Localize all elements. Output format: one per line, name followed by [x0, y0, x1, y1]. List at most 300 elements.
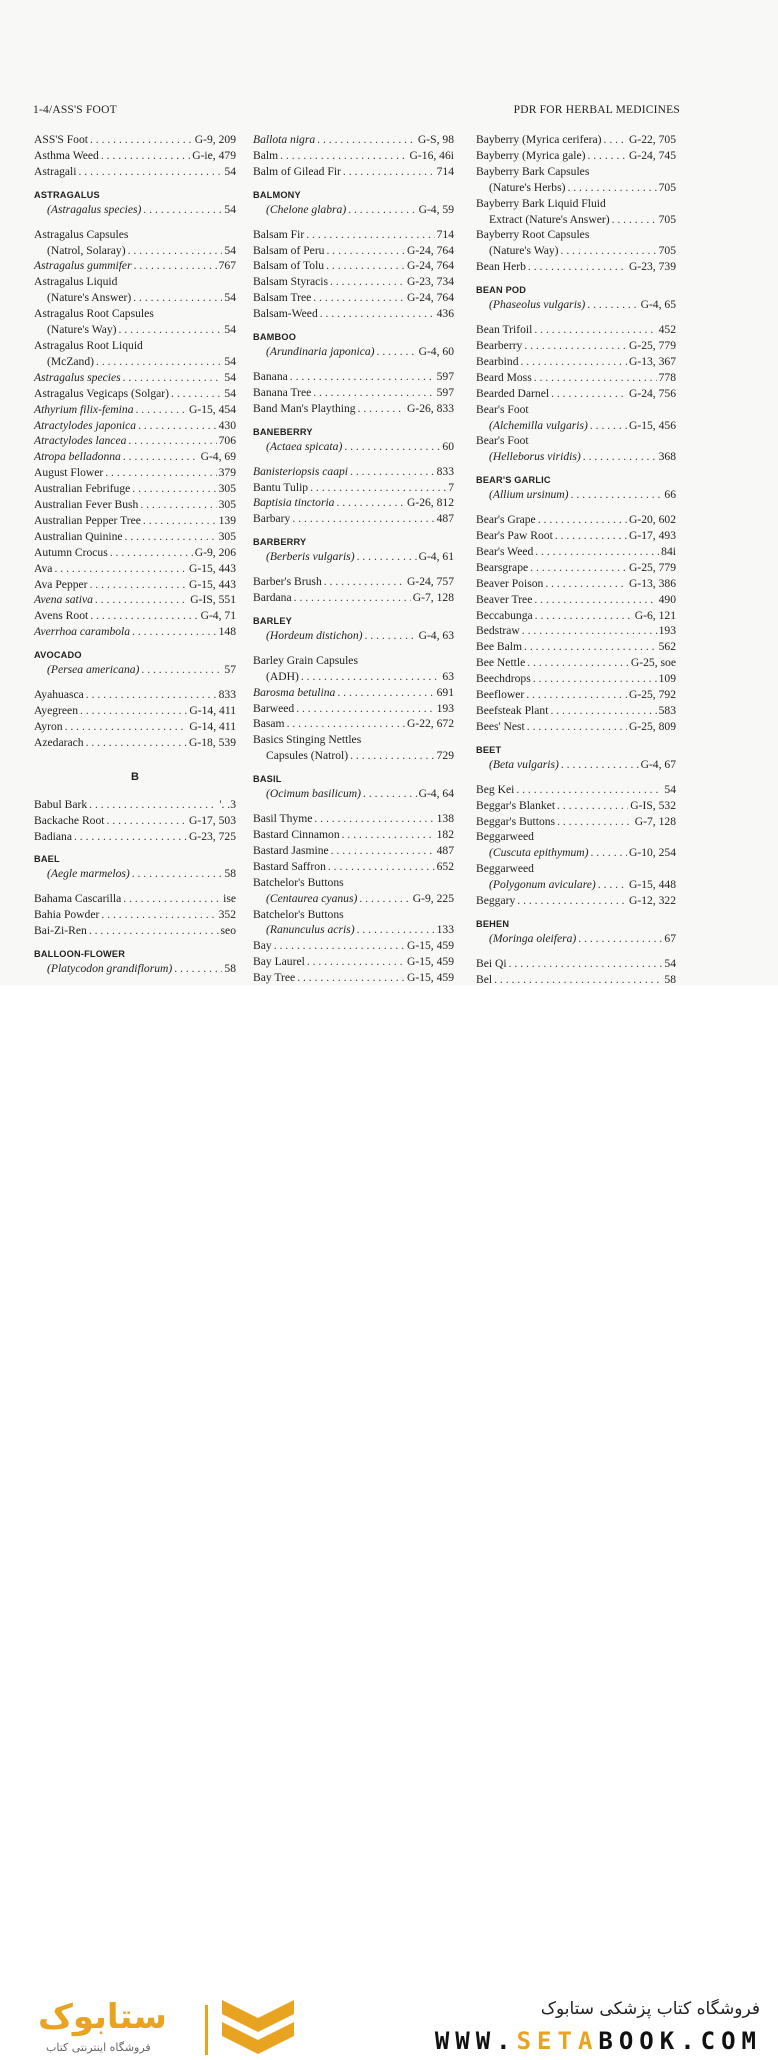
entry-name: Band Man's Plaything: [253, 401, 356, 415]
dot-leader: [132, 481, 216, 497]
entry-page-ref: G-15, 459: [406, 971, 454, 985]
entry-page-ref: 833: [218, 688, 236, 702]
index-entry: [476, 370, 676, 386]
entry-name: Astragalus gummifer: [34, 259, 132, 273]
entry-name: Balm: [253, 148, 279, 162]
dot-leader: [561, 757, 639, 773]
index-entry: [476, 798, 676, 814]
entry-page-ref: G-22, 672: [406, 717, 454, 731]
entry-page-ref: 691: [436, 685, 454, 699]
index-entry: [476, 623, 676, 639]
index-entry: [34, 497, 236, 513]
index-entry: [34, 577, 236, 593]
dot-leader: [524, 338, 627, 354]
index-entry: [476, 354, 676, 370]
index-entry: [253, 306, 454, 322]
index-entry: [476, 687, 676, 703]
book-page: [0, 0, 778, 985]
section-heading: BEAR'S GARLIC: [476, 475, 551, 486]
entry-page-ref: 182: [436, 828, 454, 841]
index-entry: [34, 290, 236, 306]
entry-name: (Moringa oleifera): [489, 931, 577, 945]
dot-leader: [535, 544, 659, 560]
dot-leader: [101, 148, 190, 164]
entry-name: Bedstraw: [476, 624, 520, 638]
entry-page-ref: 58: [224, 867, 236, 881]
entry-page-ref: G-4, 60: [418, 345, 454, 359]
entry-name: Ayron: [34, 719, 63, 733]
entry-name: Baptisia tinctoria: [253, 496, 335, 510]
section-heading: ASTRAGALUS: [34, 189, 100, 200]
entry-name: Bardana: [253, 591, 292, 605]
index-entry-line: Bear's Foot: [476, 402, 529, 416]
dot-leader: [545, 576, 627, 592]
entry-page-ref: 54: [224, 370, 236, 384]
index-entry: [253, 227, 454, 243]
dot-leader: [344, 439, 440, 455]
dot-leader: [524, 639, 657, 655]
dot-leader: [101, 907, 216, 923]
index-entry: [253, 164, 454, 180]
index-entry: [34, 418, 236, 434]
entry-name: Bearded Darnel: [476, 386, 550, 400]
dot-leader: [90, 577, 187, 593]
dot-leader: [330, 274, 405, 290]
entry-page-ref: 67: [664, 931, 676, 945]
dot-leader: [517, 893, 627, 909]
dot-leader: [301, 669, 441, 685]
entry-page-ref: G-10, 254: [628, 846, 676, 860]
entry-page-ref: 66: [664, 488, 676, 502]
entry-page-ref: 63: [442, 669, 454, 683]
dot-leader: [516, 782, 662, 798]
dot-leader: [123, 891, 221, 907]
entry-page-ref: 767: [218, 259, 236, 273]
dot-leader: [132, 866, 223, 882]
dot-leader: [555, 528, 627, 544]
entry-name: Basil Thyme: [253, 812, 313, 826]
entry-name: Barweed: [253, 701, 295, 715]
entry-name: Beggar's Buttons: [476, 814, 556, 828]
entry-name: (Arundinaria japonica): [266, 345, 375, 359]
entry-page-ref: G-25, 809: [628, 719, 676, 733]
entry-name: (Nature's Herbs): [489, 180, 566, 194]
dot-leader: [133, 290, 222, 306]
species-entry: [253, 549, 454, 565]
spacer: [253, 218, 454, 227]
index-entry: [253, 385, 454, 401]
species-entry: [476, 449, 676, 465]
entry-name: (Natrol, Solaray): [47, 243, 126, 257]
entry-name: (Helleborus viridis): [489, 450, 581, 464]
entry-name: (Hordeum distichon): [266, 628, 363, 642]
index-entry: [476, 893, 676, 909]
index-entry: [253, 954, 454, 970]
entry-page-ref: G-26, 812: [406, 496, 454, 510]
entry-name: Bearbind: [476, 354, 519, 368]
index-entry: [476, 639, 676, 655]
dot-leader: [74, 829, 187, 845]
entry-page-ref: G-24, 756: [628, 386, 676, 400]
index-entry: [34, 402, 236, 418]
entry-page-ref: 778: [658, 370, 676, 384]
index-entry: [476, 608, 676, 624]
index-entry: [34, 465, 236, 481]
species-entry: [34, 662, 236, 678]
entry-name: Bastard Saffron: [253, 859, 326, 873]
entry-page-ref: G-25, 792: [628, 688, 676, 702]
entry-name: Balsam Tree: [253, 291, 312, 305]
entry-name: Beeflower: [476, 688, 525, 702]
section-heading: BARBERRY: [253, 537, 307, 548]
entry-page-ref: 368: [658, 450, 676, 464]
entry-page-ref: G-4, 67: [640, 757, 676, 771]
index-entry: [476, 703, 676, 719]
dot-leader: [143, 513, 217, 529]
entry-page-ref: 54: [664, 782, 676, 796]
species-entry: [476, 877, 676, 893]
entry-name: Ayegreen: [34, 704, 78, 717]
dot-leader: [86, 687, 217, 703]
entry-name: Bay: [253, 939, 272, 953]
index-entry: [476, 782, 676, 798]
entry-page-ref: G-15, 448: [628, 878, 676, 892]
entry-name: Bear's Grape: [476, 513, 536, 527]
index-entry-line: Basics Stinging Nettles: [253, 733, 362, 747]
index-entry: [34, 608, 236, 624]
entry-name: Bel: [476, 972, 493, 985]
entry-page-ref: 139: [218, 513, 236, 527]
dot-leader: [534, 322, 656, 338]
entry-name: ASS'S Foot: [34, 133, 88, 146]
index-entry: [476, 719, 676, 735]
dot-leader: [128, 433, 216, 449]
entry-page-ref: G-4, 63: [418, 628, 454, 642]
index-entry: [253, 938, 454, 954]
entry-page-ref: G-18, 539: [188, 735, 236, 749]
species-entry: [34, 961, 236, 977]
entry-name: Beaver Tree: [476, 592, 533, 606]
species-entry: [476, 757, 676, 773]
dot-leader: [310, 480, 446, 496]
dot-leader: [358, 401, 405, 417]
index-entry: [253, 480, 454, 496]
index-entry: [476, 655, 676, 671]
index-entry: [253, 464, 454, 480]
entry-name: Bastard Jasmine: [253, 843, 329, 857]
dot-leader: [119, 322, 223, 338]
entry-page-ref: G-S, 98: [417, 133, 454, 146]
index-entry: [476, 512, 676, 528]
dot-leader: [110, 545, 193, 561]
dot-leader: [296, 701, 434, 717]
index-entry-line: Bayberry Root Capsules: [476, 228, 590, 242]
entry-name: (Ocimum basilicum): [266, 787, 361, 801]
entry-page-ref: 305: [218, 529, 236, 543]
section-heading: BAEL: [34, 854, 60, 865]
dot-leader: [89, 923, 219, 939]
entry-page-ref: 54: [224, 291, 236, 305]
index-entry-line: Bayberry Bark Liquid Fluid: [476, 196, 606, 210]
entry-name: Balsam Fir: [253, 227, 305, 241]
dot-leader: [612, 212, 657, 228]
index-entry: [476, 259, 676, 275]
dot-leader: [551, 386, 627, 402]
entry-page-ref: G-14, 411: [189, 719, 236, 733]
entry-name: (Platycodon grandiflorum): [47, 962, 173, 976]
entry-name: Bay Tree: [253, 971, 296, 985]
index-entry: [476, 544, 676, 560]
section-heading: BASIL: [253, 774, 282, 785]
dot-leader: [132, 624, 217, 640]
section-heading: AVOCADO: [34, 650, 82, 661]
index-entry-line: Beggarweed: [476, 862, 534, 876]
dot-leader: [89, 797, 217, 813]
entry-page-ref: 58: [224, 962, 236, 976]
dot-leader: [324, 574, 405, 590]
entry-page-ref: 84i: [661, 544, 676, 558]
entry-name: Beggar's Blanket: [476, 798, 556, 812]
species-entry: [476, 931, 676, 947]
section-heading: BEET: [476, 744, 502, 755]
dot-leader: [336, 495, 405, 511]
index-entry: [253, 148, 454, 164]
index-entry: [476, 243, 676, 259]
index-entry: [253, 748, 454, 764]
dot-leader: [290, 369, 435, 385]
dot-leader: [95, 592, 188, 608]
index-entry: [253, 685, 454, 701]
index-entry: [476, 592, 676, 608]
entry-name: Bastard Cinnamon: [253, 828, 340, 841]
index-entry-line: Barley Grain Capsules: [253, 653, 358, 667]
entry-page-ref: 705: [658, 180, 676, 194]
entry-name: (Beta vulgaris): [489, 757, 559, 771]
dot-leader: [141, 662, 222, 678]
entry-name: Astragalus species: [34, 370, 121, 384]
dot-leader: [123, 370, 223, 386]
entry-page-ref: G-24, 764: [406, 243, 454, 257]
entry-name: Beggary: [476, 894, 516, 908]
dot-leader: [280, 148, 407, 164]
letter-divider: B: [131, 770, 139, 783]
entry-page-ref: 597: [436, 369, 454, 383]
entry-page-ref: G-17, 503: [188, 813, 236, 827]
entry-page-ref: 487: [436, 512, 454, 526]
index-entry: [253, 132, 454, 148]
brand-logo-subtitle: فروشگاه اینترنتی کتاب: [46, 2041, 151, 2054]
entry-name: Bearsgrape: [476, 560, 529, 574]
entry-name: Backache Root: [34, 813, 105, 827]
entry-name: Banana: [253, 369, 288, 383]
entry-name: Badiana: [34, 829, 72, 843]
index-entry: [253, 827, 454, 843]
entry-name: Bee Nettle: [476, 656, 526, 670]
dot-leader: [313, 385, 434, 401]
dot-leader: [561, 243, 657, 259]
dot-leader: [80, 703, 187, 719]
index-entry: [34, 735, 236, 751]
store-url: [435, 2027, 762, 2055]
entry-page-ref: G-IS, 551: [190, 593, 236, 607]
species-entry: [476, 418, 676, 434]
entry-name: Beaver Poison: [476, 576, 544, 590]
index-entry: [476, 212, 676, 228]
logo-divider: [205, 2005, 208, 2055]
entry-page-ref: 54: [224, 164, 236, 178]
index-column-1: [34, 132, 236, 977]
index-entry-line: Beggarweed: [476, 830, 534, 844]
index-entry: [253, 843, 454, 859]
entry-page-ref: G-23, 739: [628, 260, 676, 274]
index-entry: [253, 590, 454, 606]
index-entry: [34, 624, 236, 640]
entry-page-ref: 305: [218, 498, 236, 512]
index-entry: [253, 574, 454, 590]
entry-page-ref: G-IS, 532: [630, 798, 676, 812]
dot-leader: [86, 735, 187, 751]
entry-page-ref: G-23, 734: [406, 275, 454, 289]
entry-page-ref: 705: [658, 212, 676, 226]
index-entry: [34, 386, 236, 402]
entry-name: Barosma betulina: [253, 685, 336, 699]
url-highlight: SETA: [516, 2027, 599, 2055]
dot-leader: [365, 628, 417, 644]
index-entry: [34, 813, 236, 829]
entry-page-ref: 58: [664, 972, 676, 985]
species-entry: [476, 487, 676, 503]
index-entry: [34, 481, 236, 497]
entry-name: Barber's Brush: [253, 575, 322, 589]
species-entry: [253, 922, 454, 938]
entry-name: Ayahuasca: [34, 688, 84, 702]
entry-page-ref: 436: [436, 307, 454, 321]
index-entry: [34, 719, 236, 735]
entry-name: Balm of Gilead Fir: [253, 164, 341, 178]
species-entry: [253, 344, 454, 360]
entry-page-ref: 714: [436, 164, 454, 178]
dot-leader: [526, 687, 627, 703]
entry-name: (Centaurea cyanus): [266, 891, 358, 905]
entry-page-ref: G-25, 779: [628, 338, 676, 352]
dot-leader: [534, 370, 657, 386]
entry-name: (Actaea spicata): [266, 439, 343, 453]
entry-page-ref: G-15, 454: [188, 402, 236, 416]
section-heading: BALMONY: [253, 189, 301, 200]
entry-name: (Cuscuta epithymum): [489, 846, 589, 860]
section-heading: BANEBERRY: [253, 426, 313, 437]
index-entry: [34, 797, 236, 813]
entry-name: Beard Moss: [476, 370, 532, 384]
entry-page-ref: G-13, 367: [628, 354, 676, 368]
entry-name: (Berberis vulgaris): [266, 550, 355, 564]
index-entry: [34, 687, 236, 703]
entry-page-ref: G-6, 121: [634, 608, 676, 622]
dot-leader: [123, 449, 199, 465]
dot-leader: [377, 344, 417, 360]
entry-name: Extract (Nature's Answer): [489, 212, 610, 226]
entry-name: Bantu Tulip: [253, 480, 309, 494]
index-entry: [476, 972, 676, 985]
entry-page-ref: G-14, 411: [189, 704, 236, 717]
entry-page-ref: 54: [224, 323, 236, 337]
entry-page-ref: G-24, 757: [406, 575, 454, 589]
dot-leader: [528, 259, 627, 275]
entry-page-ref: seo: [220, 924, 236, 938]
entry-name: Banisteriopsis caapi: [253, 464, 349, 478]
dot-leader: [527, 655, 629, 671]
entry-page-ref: G-ie, 479: [192, 148, 236, 162]
brand-chevron-icon: [222, 2000, 294, 2060]
url-suffix: BOOK.COM: [598, 2027, 762, 2055]
entry-name: Australian Pepper Tree: [34, 513, 141, 527]
index-entry: [34, 449, 236, 465]
entry-name: Bees' Nest: [476, 719, 525, 733]
dot-leader: [583, 449, 657, 465]
dot-leader: [307, 954, 405, 970]
entry-page-ref: 193: [658, 624, 676, 638]
entry-page-ref: G-4, 61: [418, 550, 454, 564]
dot-leader: [297, 970, 405, 985]
entry-name: Autumn Crocus: [34, 545, 108, 559]
spacer: [34, 218, 236, 227]
entry-page-ref: 54: [224, 354, 236, 368]
entry-page-ref: 583: [658, 704, 676, 717]
dot-leader: [171, 386, 222, 402]
spacer: [476, 313, 676, 322]
entry-page-ref: G-25, soe: [630, 656, 676, 670]
entry-page-ref: 54: [664, 956, 676, 970]
index-entry: [253, 669, 454, 685]
entry-name: Ballota nigra: [253, 133, 316, 146]
dot-leader: [587, 297, 638, 313]
entry-name: Atropa belladonna: [34, 450, 121, 464]
entry-page-ref: 597: [436, 385, 454, 399]
entry-page-ref: G-15, 459: [406, 955, 454, 969]
entry-page-ref: G-15, 443: [188, 577, 236, 591]
index-column-2: [253, 132, 454, 985]
entry-page-ref: G-17, 493: [628, 529, 676, 543]
entry-page-ref: 729: [436, 749, 454, 763]
entry-name: Beechdrops: [476, 672, 531, 686]
entry-page-ref: G-24, 764: [406, 291, 454, 305]
index-entry: [34, 433, 236, 449]
entry-name: Bean Herb: [476, 260, 526, 274]
dot-leader: [294, 590, 411, 606]
dot-leader: [557, 798, 628, 814]
entry-page-ref: G-13, 386: [628, 576, 676, 590]
dot-leader: [326, 243, 405, 259]
index-entry: [476, 386, 676, 402]
index-entry: [34, 243, 236, 259]
dot-leader: [107, 813, 187, 829]
species-entry: [253, 202, 454, 218]
entry-page-ref: G-7, 128: [634, 814, 676, 828]
entry-page-ref: 705: [658, 244, 676, 258]
dot-leader: [337, 685, 434, 701]
entry-name: Balsam-Weed: [253, 307, 318, 321]
dot-leader: [314, 811, 434, 827]
dot-leader: [538, 512, 627, 528]
entry-name: (Alchemilla vulgaris): [489, 418, 588, 432]
index-entry: [476, 528, 676, 544]
index-entry: [34, 545, 236, 561]
entry-name: Babul Bark: [34, 797, 88, 811]
dot-leader: [363, 786, 417, 802]
spacer: [253, 360, 454, 369]
entry-name: Bahama Cascarilla: [34, 892, 122, 906]
index-entry: [476, 814, 676, 830]
